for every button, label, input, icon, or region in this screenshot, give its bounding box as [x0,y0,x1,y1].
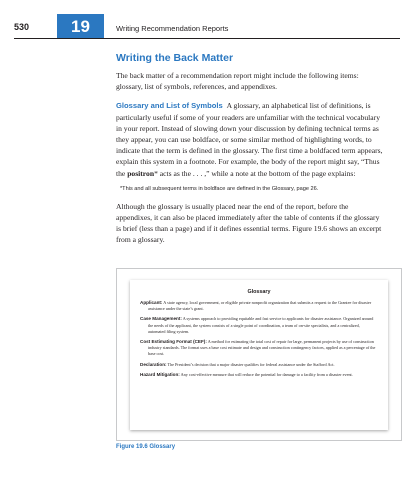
glossary-term-example: positron [127,168,155,178]
glossary-entry [140,372,378,378]
figure-caption: Figure 19.6 Glossary [116,444,176,450]
glossary-entry [140,339,378,358]
glossary-entry-definition: A state agency, local government, or eligible private nonprofit organization that submits a request to the Grantee for disaster assistance under the state’s grant. [148,300,372,312]
glossary-excerpt-title: Glossary [247,289,271,295]
glossary-entry [140,362,378,368]
glossary-entry-term: Cost Estimating Format (CEF): [140,339,207,345]
run-in-subheading: Glossary and List of Symbols [116,101,223,111]
glossary-entry-term: Applicant: [140,300,163,305]
glossary-entry [140,300,378,312]
glossary-entry-definition: A systems approach to providing equitable and fast service to applicants for disaster assistance. Organized around the needs of the applicant, the system consists of a single point of coordination, a team of on-site specialists, and a centralized, automated filing system. [148,316,374,334]
chapter-title: Writing Recommendation Reports [116,24,229,33]
main-body [116,50,386,246]
glossary-entry [140,316,378,335]
glossary-excerpt [130,280,388,430]
glossary-paragraph [116,100,386,178]
glossary-text-2: * acts as the . . . ,” while a note at the bottom of the page explains: [154,168,356,178]
glossary-entry-definition: A method for estimating the total cost of repair for large, permanent projects by use of construction industry standards. The format uses a base cost estimate and design and construction contingency factors, applied as a percentage of the base cost. [148,339,376,357]
glossary-entry-definition: The President’s decision that a major disaster qualifies for federal assistance under the Stafford Act. [166,361,335,367]
section-heading: Writing the Back Matter [116,52,234,64]
header-divider [14,38,400,39]
glossary-entry-term: Case Management: [140,316,182,322]
footnote: *This and all subsequent terms in boldface are defined in the Glossary, page 26. [120,185,319,192]
figure-frame [116,268,402,441]
page-number: 530 [14,22,30,32]
glossary-entry-definition: Any cost-effective measure that will reduce the potential for damage to a facility from a disaster event. [179,371,353,377]
chapter-number-tab: 19 [57,14,104,39]
glossary-entry-term: Declaration: [140,361,167,367]
intro-paragraph: The back matter of a recommendation report might include the following items: glossary, list of symbols, references, and appendixes. [116,71,359,92]
running-head [0,0,414,42]
placement-paragraph: Although the glossary is usually placed near the end of the report, before the appendixes, it can also be placed immediately after the table of contents if the glossary is brief (less than a page) and if it defines essential terms. Figure 19.6 shows an excerpt from a glossary. [116,201,382,245]
glossary-text-1: A glossary, an alphabetical list of definitions, is particularly useful if some of your readers are unfamiliar with the technical vocabulary in your report. Instead of slowing down your discussion by defining technical terms as they appear, you can use boldface, or some similar method of highlighting words, to indicate that the term is defined in the glossary. The first time a boldfaced term appears, explain this system in a footnote. For example, the body of the report might say, “Thus the [116,101,383,178]
glossary-entry-term: Hazard Mitigation: [140,371,180,377]
